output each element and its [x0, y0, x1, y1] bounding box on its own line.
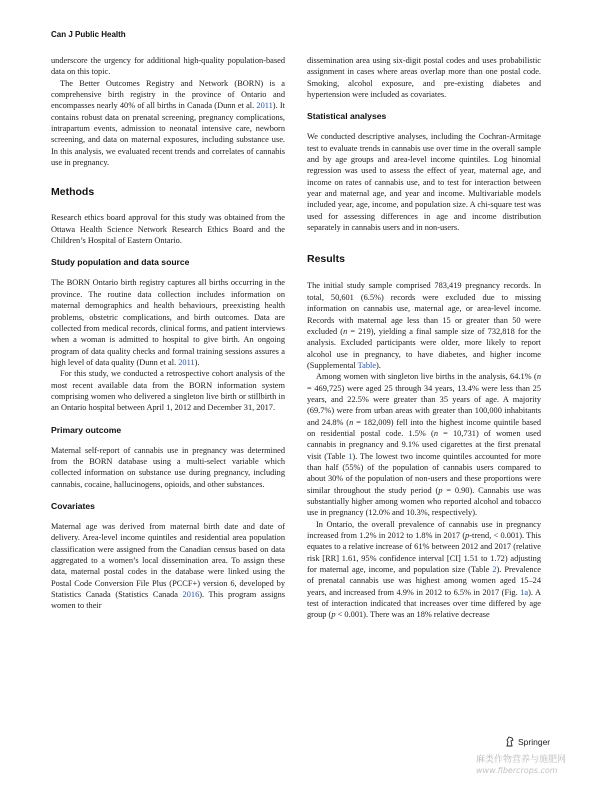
- watermark-url: www.fibercrops.com: [476, 766, 558, 775]
- citation-link[interactable]: 2011: [256, 101, 273, 111]
- journal-running-header: Can J Public Health: [51, 30, 126, 39]
- subsection-heading-primary-outcome: Primary outcome: [51, 424, 122, 435]
- supplemental-table-link[interactable]: Table: [357, 360, 377, 370]
- paragraph: Maternal self-report of cannabis use in pregnancy was determined from the BORN database using a multi-select variable which collected information on substance use during pregnancy, including cannabis, cocaine, hallucinogens, opioids, and other substances.: [51, 445, 285, 489]
- paragraph: The initial study sample comprised 783,419 pregnancy records. In total, 50,601 (6.5%) records were excluded due to missing information on cannabis use, maternal age, or area-level income. Records with maternal age less than 15 or greater than 50 were excluded (n = 219), yielding a final sample size of 732,818 for the analysis. Excluded participants were older, more likely to report alcohol use in pregnancy, to have diabetes, and higher income (Supplemental Table).: [307, 281, 542, 370]
- citation-link[interactable]: 2011: [178, 357, 195, 367]
- left-column: [51, 55, 285, 612]
- table-1-link[interactable]: 1: [348, 451, 353, 461]
- subsection-heading-statistical-analyses: Statistical analyses: [307, 111, 387, 122]
- springer-horse-icon: [505, 736, 515, 747]
- subsection-heading-study-population: Study population and data source: [51, 257, 190, 268]
- watermark-text: 麻类作物营养与施肥网: [476, 755, 567, 765]
- figure-1a-link[interactable]: 1a: [520, 587, 529, 597]
- paragraph: For this study, we conducted a retrospective cohort analysis of the most recent available data from the BORN information system comprising women who delivered a singleton live birth or stillbirth in an Ontario hospital between April 1, 2012 and December 31, 2017.: [51, 369, 285, 413]
- publisher-name: Springer: [518, 736, 551, 747]
- paragraph: The BORN Ontario birth registry captures all births occurring in the province. The routine data collection includes information on maternal demographics and health behaviours, preexisting health problems, obstetric complications, and birth outcomes. Data are collected from medical records, clinical forms, and patient interviews when a woman is admitted to hospital to give birth. An ongoing program of data quality checks and formal training sessions assures a high level of data quality (Dunn et al. 2011).: [51, 278, 285, 367]
- right-column: [307, 55, 541, 621]
- paragraph: Research ethics board approval for this study was obtained from the Ottawa Health Science Network Research Ethics Board and the Children’s Hospital of Eastern Ontario.: [51, 213, 285, 246]
- paragraph: We conducted descriptive analyses, including the Cochran-Armitage test to evaluate trends in cannabis use over time in the overall sample and by age groups and area-level income quintiles. Log binomial regression was used to assess the effect of year, maternal age, and income on rates of cannabis use, and to test for interaction between year and maternal age, and year and income. Multivariable models included year, age, income, and population size. A chi-square test was used for assessing differences in age and income distribution separately in cannabis users and in non-users.: [307, 132, 541, 233]
- publisher-logo: [505, 736, 550, 747]
- paragraph: The Better Outcomes Registry and Network (BORN) is a comprehensive birth registry in the province of Ontario and encompasses nearly 40% of all births in Canada (Dunn et al. 2011). It contains robust data on prenatal screening, pregnancy complications, intrapartum events, admission to neonatal intensive care, newborn screening, and data on maternal exposures, including substance use. In this analysis, we evaluated recent trends and correlates of cannabis use in pregnancy.: [51, 78, 285, 168]
- section-heading-results: Results: [307, 253, 345, 266]
- paragraph: In Ontario, the overall prevalence of cannabis use in pregnancy increased from 1.2% in 2012 to 1.8% in 2017 (p-trend, < 0.001). This equates to a relative increase of 61% between 2012 and 2017 (relative risk [RR] 1.61, 95% confidence interval [CI] 1.51 to 1.72) adjusting for maternal age, income, and population size (Table 2). Prevalence of prenatal cannabis use was highest among women aged 15–24 years, and increased from 4.9% in 2012 to 6.5% in 2017 (Fig. 1a). A test of interaction indicated that increases over time differed by age group (p < 0.001). There was an 18% relative decrease: [307, 519, 542, 620]
- paragraph: Among women with singleton live births in the analysis, 64.1% (n = 469,725) were aged 25 through 34 years, 13.4% were less than 25 years, and 22.5% were greater than 35 years of age. A majority (69.7%) were from urban areas with greater than 100,000 inhabitants and 24.8% (n = 182,009) fell into the highest income quintile based on residential postal code. 1.5% (n = 10,731) of women used cannabis in pregnancy and 9.1% used cigarettes at the first prenatal visit (Table 1). The lowest two income quintiles accounted for more than half (55%) of the population of cannabis users compared to about 30% of the population of non-users and these proportions were similar throughout the study period (p = 0.90). Cannabis use was substantially higher among women who reported alcohol and tobacco use in pregnancy (12.0% and 10.3%, respectively).: [307, 372, 542, 518]
- section-heading-methods: Methods: [51, 186, 95, 199]
- subsection-heading-covariates: Covariates: [51, 500, 95, 511]
- paragraph: dissemination area using six-digit postal codes and uses probabilistic assignment in cases where areas overlap more than one postal code. Smoking, alcohol exposure, and pre-existing diabetes and hypertension were included as covariates.: [307, 56, 541, 100]
- table-2-link[interactable]: 2: [492, 565, 497, 575]
- paragraph: underscore the urgency for additional high-quality population-based data on this topic.: [51, 56, 285, 77]
- paragraph: Maternal age was derived from maternal birth date and date of delivery. Area-level income quintiles and residential area population classification were assigned from the Canadian census based on data aggregated to a women’s local dissemination area. To assign these data, maternal postal codes in the database were linked using the Postal Code Conversion File Plus (PCCF+) version 6, developed by Statistics Canada (Statistics Canada 2016). This program assigns women to their: [51, 521, 285, 611]
- citation-link[interactable]: 2016: [182, 590, 200, 600]
